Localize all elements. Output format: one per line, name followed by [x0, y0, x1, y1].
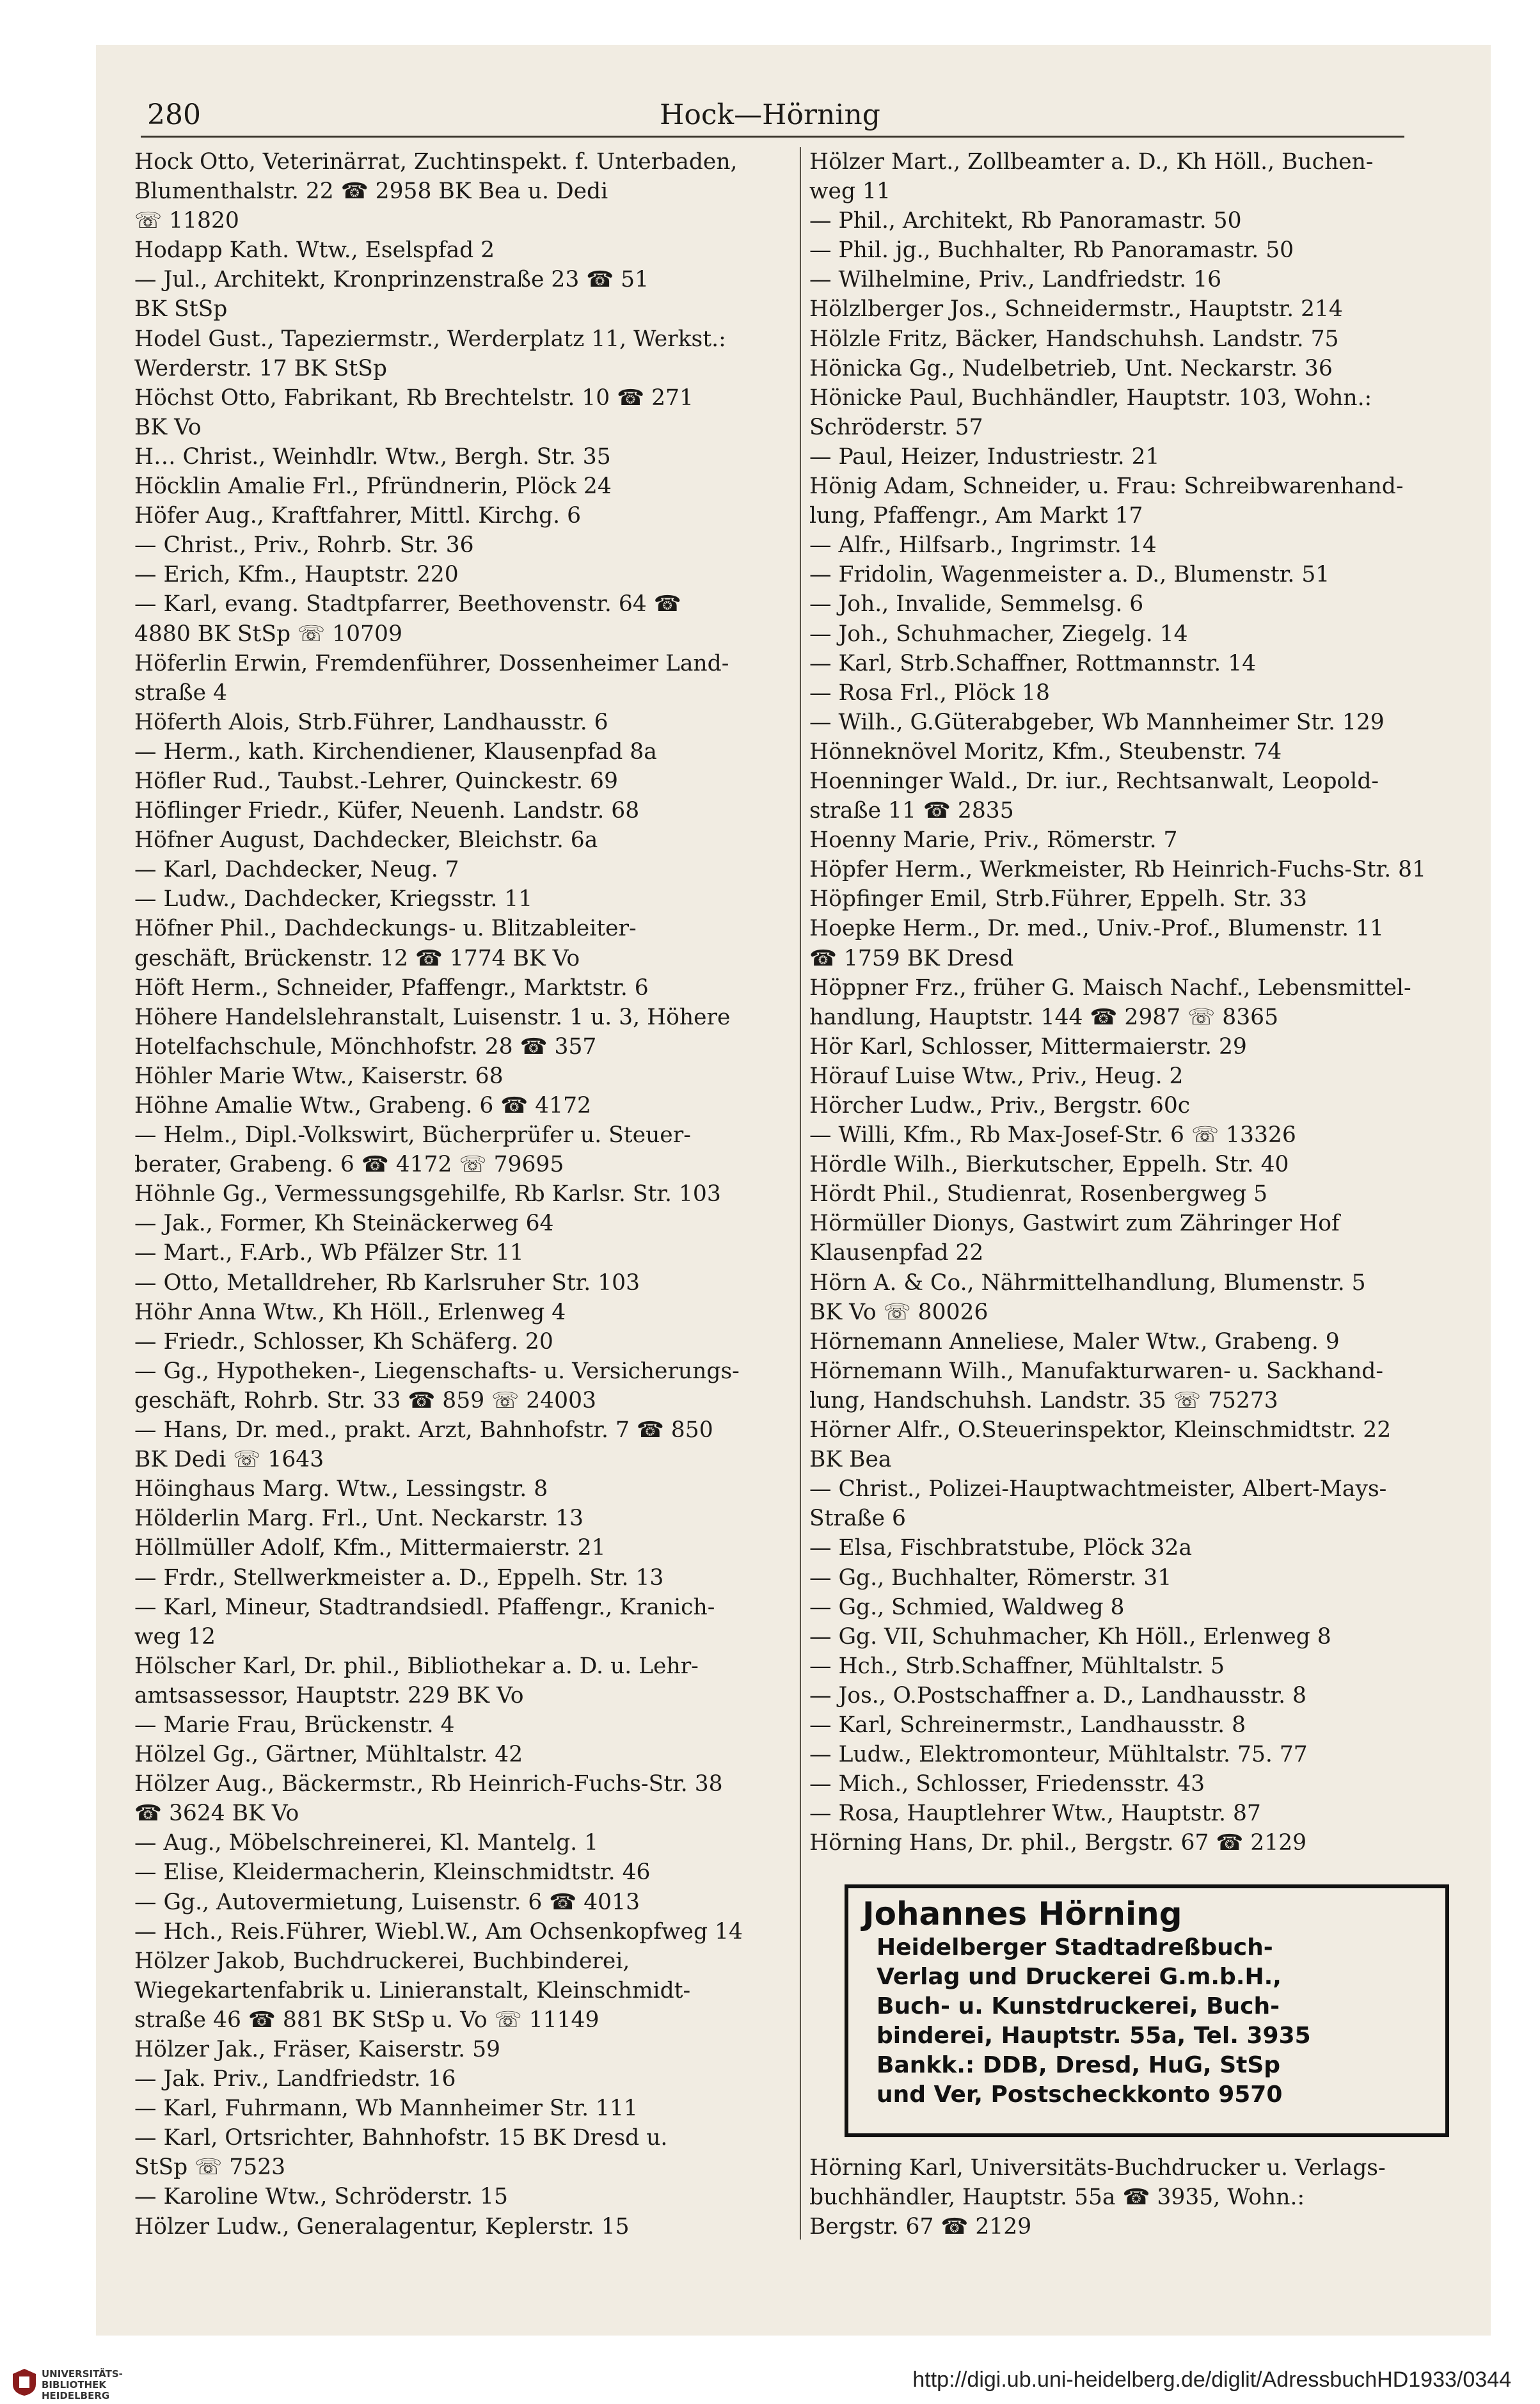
directory-entry-line: — Gg., Hypotheken-, Liegenschafts- u. Versicherungs-	[134, 1358, 740, 1384]
advertisement-line: Bankk.: DDB, Dresd, HuG, StSp	[877, 2052, 1281, 2078]
directory-entry-line: geschäft, Rohrb. Str. 33 ☎ 859 ☏ 24003	[134, 1387, 596, 1413]
directory-entry-line: — Christ., Polizei-Hauptwachtmeister, Albert-Mays-	[809, 1476, 1387, 1502]
directory-entry-line: Hördle Wilh., Bierkutscher, Eppelh. Str. 40	[809, 1152, 1289, 1178]
column-divider	[800, 147, 801, 2240]
directory-entry-line: Hölzle Fritz, Bäcker, Handschuhsh. Landstr. 75	[809, 326, 1339, 352]
directory-entry-line: — Karl, Dachdecker, Neug. 7	[134, 857, 459, 883]
directory-entry-line: — Karl, Fuhrmann, Wb Mannheimer Str. 111	[134, 2096, 638, 2122]
directory-entry-line: Hölzer Jakob, Buchdruckerei, Buchbinderei,	[134, 1948, 630, 1974]
page-number: 280	[147, 99, 201, 131]
directory-entry-line: Hodapp Kath. Wtw., Eselspfad 2	[134, 237, 495, 264]
directory-entry-line: Hönneknövel Moritz, Kfm., Steubenstr. 74	[809, 738, 1282, 765]
directory-entry-line: buchhändler, Hauptstr. 55a ☎ 3935, Wohn.:	[809, 2185, 1305, 2211]
directory-entry-line: — Jak. Priv., Landfriedstr. 16	[134, 2066, 456, 2092]
directory-entry-line: — Joh., Schuhmacher, Ziegelg. 14	[809, 621, 1188, 647]
directory-entry-line: — Phil. jg., Buchhalter, Rb Panoramastr. 50	[809, 237, 1294, 264]
directory-entry-line: — Gg., Schmied, Waldweg 8	[809, 1594, 1125, 1620]
directory-entry-line: — Karl, Strb.Schaffner, Rottmannstr. 14	[809, 650, 1257, 676]
directory-entry-line: — Gg. VII, Schuhmacher, Kh Höll., Erlenweg 8	[809, 1623, 1331, 1650]
right-column	[809, 147, 1456, 1858]
directory-entry-line: Höfler Rud., Taubst.-Lehrer, Quinckestr. 69	[134, 768, 618, 794]
directory-entry-line: Schröderstr. 57	[809, 414, 983, 440]
directory-entry-line: lung, Pfaffengr., Am Markt 17	[809, 503, 1143, 529]
directory-entry-line: Höhere Handelslehranstalt, Luisenstr. 1 u. 3, Höhere	[134, 1004, 731, 1030]
directory-entry-line: Hörn A. & Co., Nährmittelhandlung, Blumenstr. 5	[809, 1270, 1366, 1296]
directory-entry-line: Höhr Anna Wtw., Kh Höll., Erlenweg 4	[134, 1299, 566, 1325]
directory-entry-line: weg 12	[134, 1623, 216, 1650]
logo-line: UNIVERSITÄTS-	[42, 2368, 123, 2380]
directory-entry-line: 4880 BK StSp ☏ 10709	[134, 621, 402, 647]
directory-entry-line: Straße 6	[809, 1506, 906, 1532]
directory-entry-line: Wiegekartenfabrik u. Linieranstalt, Kleinschmidt-	[134, 1977, 691, 2003]
directory-entry-line: Höft Herm., Schneider, Pfaffengr., Marktstr. 6	[134, 975, 649, 1001]
directory-entry-line: Höpfer Herm., Werkmeister, Rb Heinrich-Fuchs-Str. 81	[809, 857, 1427, 883]
directory-entry-line: Hörner Alfr., O.Steuerinspektor, Kleinschmidtstr. 22	[809, 1417, 1392, 1444]
directory-entry-line: StSp ☏ 7523	[134, 2154, 286, 2181]
directory-entry-line: Blumenthalstr. 22 ☎ 2958 BK Bea u. Dedi	[134, 179, 608, 205]
directory-entry-line: Hörning Karl, Universitäts-Buchdrucker u. Verlags-	[809, 2155, 1386, 2181]
directory-entry-line: berater, Grabeng. 6 ☎ 4172 ☏ 79695	[134, 1152, 564, 1178]
source-url-link[interactable]: http://digi.ub.uni-heidelberg.de/diglit/AdressbuchHD1933/0344	[912, 2368, 1511, 2392]
directory-entry-line: — Wilhelmine, Priv., Landfriedstr. 16	[809, 267, 1222, 293]
directory-entry-line: Hodel Gust., Tapeziermstr., Werderplatz 11, Werkst.:	[134, 326, 726, 352]
directory-entry-line: Hölzer Mart., Zollbeamter a. D., Kh Höll., Buchen-	[809, 149, 1374, 175]
directory-entry-line: — Mich., Schlosser, Friedensstr. 43	[809, 1771, 1205, 1797]
directory-entry-line: Höflinger Friedr., Küfer, Neuenh. Landstr. 68	[134, 798, 640, 824]
directory-entry-line: Hoenny Marie, Priv., Römerstr. 7	[809, 827, 1178, 854]
directory-entry-line: Hoepke Herm., Dr. med., Univ.-Prof., Blumenstr. 11	[809, 916, 1384, 942]
directory-entry-line: — Christ., Priv., Rohrb. Str. 36	[134, 532, 474, 559]
advertisement-box	[845, 1884, 1449, 2137]
advertisement-name: Johannes Hörning	[862, 1895, 1182, 1932]
directory-entry-line: Höhnle Gg., Vermessungsgehilfe, Rb Karlsr. Str. 103	[134, 1181, 721, 1207]
directory-entry-line: Höhler Marie Wtw., Kaiserstr. 68	[134, 1063, 504, 1089]
directory-entry-line: amtsassessor, Hauptstr. 229 BK Vo	[134, 1682, 524, 1708]
directory-entry-line: — Phil., Architekt, Rb Panoramastr. 50	[809, 208, 1242, 234]
directory-entry-line: — Rosa Frl., Plöck 18	[809, 680, 1050, 706]
directory-entry-line: Hörning Hans, Dr. phil., Bergstr. 67 ☎ 2129	[809, 1830, 1307, 1856]
directory-entry-line: — Alfr., Hilfsarb., Ingrimstr. 14	[809, 532, 1157, 559]
directory-entry-line: Höinghaus Marg. Wtw., Lessingstr. 8	[134, 1476, 548, 1502]
directory-entry-line: geschäft, Brückenstr. 12 ☎ 1774 BK Vo	[134, 945, 580, 971]
directory-entry-line: — Elise, Kleidermacherin, Kleinschmidtstr. 46	[134, 1859, 651, 1886]
directory-entry-line: Höcklin Amalie Frl., Pfründnerin, Plöck 24	[134, 474, 612, 500]
directory-entry-line: Höferlin Erwin, Fremdenführer, Dossenheimer Land-	[134, 650, 729, 676]
directory-entry-line: Hördt Phil., Studienrat, Rosenbergweg 5	[809, 1181, 1268, 1207]
directory-entry-line: Bergstr. 67 ☎ 2129	[809, 2214, 1032, 2240]
directory-entry-line: — Rosa, Hauptlehrer Wtw., Hauptstr. 87	[809, 1801, 1261, 1827]
directory-entry-line: — Joh., Invalide, Semmelsg. 6	[809, 591, 1144, 617]
directory-entry-line: ☏ 11820	[134, 208, 239, 234]
footer-bar	[0, 2361, 1540, 2404]
directory-entry-line: Höppner Frz., früher G. Maisch Nachf., Lebensmittel-	[809, 975, 1411, 1001]
directory-entry-line: BK Vo	[134, 414, 202, 440]
directory-entry-line: Hotelfachschule, Mönchhofstr. 28 ☎ 357	[134, 1033, 597, 1060]
advertisement-line: binderei, Hauptstr. 55a, Tel. 3935	[877, 2023, 1311, 2049]
directory-entry-line: — Helm., Dipl.-Volkswirt, Bücherprüfer u. Steuer-	[134, 1122, 691, 1149]
directory-entry-line: Hölscher Karl, Dr. phil., Bibliothekar a. D. u. Lehr-	[134, 1653, 699, 1679]
directory-entry-line: Hölzlberger Jos., Schneidermstr., Hauptstr. 214	[809, 296, 1343, 322]
directory-entry-line: — Jos., O.Postschaffner a. D., Landhausstr. 8	[809, 1682, 1306, 1708]
directory-entry-line: Höfer Aug., Kraftfahrer, Mittl. Kirchg. 6	[134, 503, 582, 529]
header-rule	[141, 136, 1404, 138]
directory-entry-line: BK Dedi ☏ 1643	[134, 1447, 324, 1473]
directory-entry-line: — Hch., Reis.Führer, Wiebl.W., Am Ochsenkopfweg 14	[134, 1918, 743, 1945]
directory-entry-line: Hör Karl, Schlosser, Mittermaierstr. 29	[809, 1033, 1247, 1060]
advertisement-line: und Ver, Postscheckkonto 9570	[877, 2082, 1283, 2108]
directory-entry-line: handlung, Hauptstr. 144 ☎ 2987 ☏ 8365	[809, 1004, 1279, 1030]
directory-entry-line: weg 11	[809, 179, 891, 205]
directory-entry-line: ☎ 1759 BK Dresd	[809, 945, 1014, 971]
directory-entry-line: — Karoline Wtw., Schröderstr. 15	[134, 2184, 508, 2210]
directory-entry-line: Höhne Amalie Wtw., Grabeng. 6 ☎ 4172	[134, 1093, 592, 1118]
directory-entry-line: — Ludw., Dachdecker, Kriegsstr. 11	[134, 886, 533, 912]
directory-entry-line: — Ludw., Elektromonteur, Mühltalstr. 75. 77	[809, 1742, 1308, 1768]
directory-entry-line: — Karl, Ortsrichter, Bahnhofstr. 15 BK Dresd u.	[134, 2125, 668, 2151]
directory-entry-line: Hörmüller Dionys, Gastwirt zum Zähringer Hof	[809, 1211, 1340, 1237]
directory-entry-line: Hönig Adam, Schneider, u. Frau: Schreibwarenhand-	[809, 474, 1404, 500]
directory-entry-line: straße 11 ☎ 2835	[809, 798, 1014, 824]
directory-entry-line: Hock Otto, Veterinärrat, Zuchtinspekt. f. Unterbaden,	[134, 149, 738, 175]
directory-entry-line: — Hch., Strb.Schaffner, Mühltalstr. 5	[809, 1653, 1225, 1679]
directory-entry-line: straße 4	[134, 680, 228, 706]
directory-entry-line: Hölzer Ludw., Generalagentur, Keplerstr. 15	[134, 2213, 630, 2240]
directory-entry-line: — Willi, Kfm., Rb Max-Josef-Str. 6 ☏ 13326	[809, 1122, 1296, 1149]
directory-entry-line: — Paul, Heizer, Industriestr. 21	[809, 443, 1160, 470]
directory-entry-line: Hönicke Paul, Buchhändler, Hauptstr. 103, Wohn.:	[809, 385, 1372, 411]
directory-entry-line: — Mart., F.Arb., Wb Pfälzer Str. 11	[134, 1240, 524, 1266]
left-column	[134, 147, 790, 2241]
directory-entry-line: Hörnemann Wilh., Manufakturwaren- u. Sackhand-	[809, 1358, 1384, 1384]
directory-entry-line: straße 46 ☎ 881 BK StSp u. Vo ☏ 11149	[134, 2007, 599, 2033]
directory-entry-line: Hölderlin Marg. Frl., Unt. Neckarstr. 13	[134, 1506, 583, 1532]
directory-entry-line: — Karl, Mineur, Stadtrandsiedl. Pfaffengr., Kranich-	[134, 1594, 715, 1620]
directory-entry-line: Klausenpfad 22	[809, 1240, 984, 1266]
directory-entry-line: — Otto, Metalldreher, Rb Karlsruher Str. 103	[134, 1270, 640, 1296]
directory-entry-line: — Elsa, Fischbratstube, Plöck 32a	[809, 1535, 1193, 1561]
library-logo-icon	[12, 2368, 37, 2397]
directory-entry-line: — Aug., Möbelschreinerei, Kl. Mantelg. 1	[134, 1830, 599, 1856]
directory-entry-line: — Jak., Former, Kh Steinäckerweg 64	[134, 1211, 554, 1237]
directory-entry-line: BK Vo ☏ 80026	[809, 1299, 988, 1325]
directory-entry-line: — Herm., kath. Kirchendiener, Klausenpfad 8a	[134, 738, 657, 765]
directory-entry-line: Werderstr. 17 BK StSp	[134, 355, 387, 381]
directory-entry-line: Höfner Phil., Dachdeckungs- u. Blitzableiter-	[134, 916, 637, 942]
directory-entry-line: — Gg., Autovermietung, Luisenstr. 6 ☎ 4013	[134, 1889, 640, 1915]
running-head: Hock—Hörning	[660, 99, 880, 131]
directory-entry-line: ☎ 3624 BK Vo	[134, 1801, 299, 1827]
directory-entry-line: — Friedr., Schlosser, Kh Schäferg. 20	[134, 1328, 553, 1355]
directory-entry-line: — Jul., Architekt, Kronprinzenstraße 23 ☎ 51	[134, 267, 649, 293]
directory-entry-line: Hörcher Ludw., Priv., Bergstr. 60c	[809, 1093, 1191, 1118]
directory-entry-line: — Karl, Schreinermstr., Landhausstr. 8	[809, 1712, 1246, 1738]
directory-entry-line: BK Bea	[809, 1447, 892, 1473]
directory-entry-line: — Karl, evang. Stadtpfarrer, Beethovenstr. 64 ☎	[134, 591, 681, 617]
directory-entry-line: — Wilh., G.Güterabgeber, Wb Mannheimer Str. 129	[809, 709, 1385, 735]
directory-entry-line: H… Christ., Weinhdlr. Wtw., Bergh. Str. 35	[134, 443, 611, 470]
directory-entry-line: Hölzel Gg., Gärtner, Mühltalstr. 42	[134, 1742, 523, 1768]
directory-entry-line: — Hans, Dr. med., prakt. Arzt, Bahnhofstr. 7 ☎ 850	[134, 1417, 713, 1444]
directory-entry-line: Hörnemann Anneliese, Maler Wtw., Grabeng. 9	[809, 1328, 1340, 1355]
advertisement-line: Heidelberger Stadtadreßbuch-	[877, 1934, 1273, 1961]
directory-entry-line: BK StSp	[134, 296, 228, 322]
advertisement-line: Buch- u. Kunstdruckerei, Buch-	[877, 1993, 1280, 2019]
right-column-after-ad	[809, 2153, 1456, 2241]
directory-entry-line: Höferth Alois, Strb.Führer, Landhausstr. 6	[134, 709, 608, 735]
advertisement-line: Verlag und Druckerei G.m.b.H.,	[877, 1964, 1282, 1990]
logo-line: BIBLIOTHEK	[42, 2379, 106, 2391]
directory-entry-line: Hölzer Jak., Fräser, Kaiserstr. 59	[134, 2037, 500, 2062]
logo-line: HEIDELBERG	[42, 2390, 110, 2401]
directory-entry-line: — Fridolin, Wagenmeister a. D., Blumenstr. 51	[809, 562, 1330, 588]
directory-entry-line: Höfner August, Dachdecker, Bleichstr. 6a	[134, 827, 598, 854]
directory-entry-line: — Erich, Kfm., Hauptstr. 220	[134, 562, 459, 588]
directory-entry-line: — Marie Frau, Brückenstr. 4	[134, 1712, 455, 1738]
directory-entry-line: lung, Handschuhsh. Landstr. 35 ☏ 75273	[809, 1387, 1278, 1413]
directory-entry-line: Höpfinger Emil, Strb.Führer, Eppelh. Str. 33	[809, 886, 1307, 912]
directory-entry-line: Höllmüller Adolf, Kfm., Mittermaierstr. 21	[134, 1535, 606, 1561]
directory-entry-line: Hoenninger Wald., Dr. iur., Rechtsanwalt, Leopold-	[809, 768, 1379, 794]
library-logo-text	[42, 2369, 123, 2401]
directory-entry-line: Höchst Otto, Fabrikant, Rb Brechtelstr. 10 ☎ 271	[134, 385, 694, 411]
directory-entry-line: — Gg., Buchhalter, Römerstr. 31	[809, 1564, 1172, 1591]
directory-entry-line: Hölzer Aug., Bäckermstr., Rb Heinrich-Fuchs-Str. 38	[134, 1771, 723, 1797]
directory-entry-line: Hörauf Luise Wtw., Priv., Heug. 2	[809, 1063, 1184, 1089]
directory-entry-line: Hönicka Gg., Nudelbetrieb, Unt. Neckarstr. 36	[809, 355, 1333, 381]
directory-entry-line: — Frdr., Stellwerkmeister a. D., Eppelh. Str. 13	[134, 1564, 664, 1591]
